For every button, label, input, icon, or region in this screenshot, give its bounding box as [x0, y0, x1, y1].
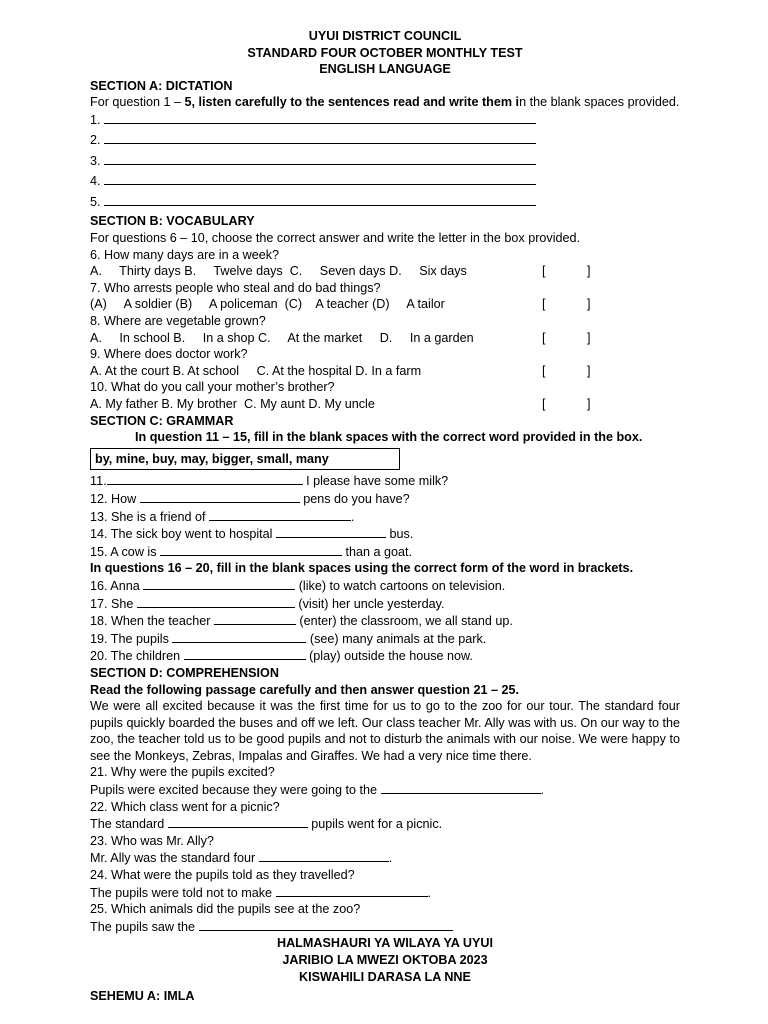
- question-text: 19. The pupils: [90, 631, 169, 646]
- item-number: 2.: [90, 133, 101, 148]
- answer-blank[interactable]: [276, 525, 386, 538]
- question-7: 7. Who arrests people who steal and do bad things?: [90, 280, 381, 295]
- instr-post: n the blank spaces provided.: [519, 95, 680, 110]
- answer-blank[interactable]: [160, 543, 342, 556]
- question-16: [90, 577, 680, 595]
- question-text: 16. Anna: [90, 578, 140, 593]
- answer-text: The pupils were told not to make: [90, 885, 273, 900]
- question-text: (visit) her uncle yesterday.: [298, 596, 445, 611]
- question-19: [90, 630, 680, 648]
- answer-text: Pupils were excited because they were going to the: [90, 783, 378, 798]
- comprehension-passage: We were all excited because it was the first time for us to go to the zoo for our tour. The standard four pupils quickly boarded the buses and off we left. Our class teacher Mr. Ally was with us. On our way to the zoo, the teacher told us to be good pupils and not to disturb the animals with our noise. We were happy to see the Monkeys, Zebras, Impalas and Giraffes. We had a very nice time there.: [90, 699, 680, 763]
- question-22: 22. Which class went for a picnic?: [90, 799, 280, 814]
- options-text: A. At the court B. At school C. At the hospital D. In a farm: [90, 363, 422, 378]
- question-11: [90, 472, 680, 490]
- question-6: 6. How many days are in a week?: [90, 247, 279, 262]
- section-b-title: SECTION B: VOCABULARY: [90, 214, 255, 229]
- question-text: than a goat.: [345, 544, 413, 559]
- question-10-options: [90, 396, 680, 413]
- question-text: 14. The sick boy went to hospital: [90, 527, 273, 542]
- answer-text: .: [388, 851, 393, 866]
- test-title: STANDARD FOUR OCTOBER MONTHLY TEST: [247, 45, 523, 60]
- question-15: [90, 543, 680, 561]
- answer-text: pupils went for a picnic.: [311, 817, 443, 832]
- answer-box-open[interactable]: [: [542, 330, 546, 345]
- options-text: (A) A soldier (B) A policeman (C) A teacher (D) A tailor: [90, 297, 445, 312]
- answer-21: [90, 781, 680, 799]
- question-18: [90, 612, 680, 630]
- question-21: 21. Why were the pupils excited?: [90, 765, 275, 780]
- section-c-instruction: In question 11 – 15, fill in the blank spaces with the correct word provided in the box.: [135, 430, 643, 445]
- swahili-test-title: JARIBIO LA MWEZI OKTOBA 2023: [282, 953, 488, 967]
- answer-blank[interactable]: [168, 815, 308, 828]
- answer-box-close[interactable]: ]: [587, 297, 591, 312]
- question-6-options: [90, 263, 680, 280]
- section-c-title: SECTION C: GRAMMAR: [90, 413, 234, 428]
- question-7-options: [90, 296, 680, 313]
- question-20: [90, 647, 680, 665]
- council-title: UYUI DISTRICT COUNCIL: [308, 29, 462, 43]
- answer-blank[interactable]: [209, 508, 351, 521]
- item-number: 5.: [90, 194, 101, 209]
- answer-text: The standard: [90, 817, 165, 832]
- answer-24: [90, 884, 680, 902]
- answer-blank[interactable]: [172, 630, 306, 643]
- dictation-line-5: [90, 193, 680, 214]
- question-10: 10. What do you call your mother’s brother?: [90, 380, 335, 395]
- options-text: A. Thirty days B. Twelve days C. Seven days D. Six days: [90, 264, 467, 279]
- answer-text: The pupils saw the: [90, 919, 196, 934]
- question-text: bus.: [389, 527, 414, 542]
- answer-text: .: [540, 783, 545, 798]
- dictation-line-2: [90, 131, 680, 152]
- section-c-instruction-2: In questions 16 – 20, fill in the blank spaces using the correct form of the word in brackets.: [90, 561, 634, 576]
- answer-blank[interactable]: [104, 111, 536, 124]
- question-12: [90, 490, 680, 508]
- question-8-options: [90, 330, 680, 347]
- answer-blank[interactable]: [199, 918, 453, 931]
- dictation-line-3: [90, 152, 680, 173]
- question-text: 13. She is a friend of: [90, 509, 206, 524]
- section-d-title: SECTION D: COMPREHENSION: [90, 665, 279, 680]
- section-d-instruction: Read the following passage carefully and then answer question 21 – 25.: [90, 682, 520, 697]
- options-text: A. In school B. In a shop C. At the market D. In a garden: [90, 330, 474, 345]
- answer-text: Mr. Ally was the standard four: [90, 851, 256, 866]
- question-text: I please have some milk?: [306, 474, 449, 489]
- question-9: 9. Where does doctor work?: [90, 347, 248, 362]
- question-text: 17. She: [90, 596, 134, 611]
- answer-text: .: [427, 885, 432, 900]
- answer-blank[interactable]: [381, 781, 541, 794]
- answer-blank[interactable]: [140, 490, 300, 503]
- section-b-instruction: For questions 6 – 10, choose the correct answer and write the letter in the box provided.: [90, 231, 581, 246]
- section-a-title: SECTION A: DICTATION: [90, 78, 233, 93]
- question-text: .: [351, 509, 355, 524]
- swahili-council-title: HALMASHAURI YA WILAYA YA UYUI: [276, 936, 493, 951]
- options-text: A. My father B. My brother C. My aunt D. My uncle: [90, 397, 375, 411]
- answer-blank[interactable]: [184, 647, 306, 660]
- answer-blank[interactable]: [104, 172, 536, 185]
- dictation-line-1: [90, 111, 680, 132]
- item-number: 11.: [90, 474, 107, 489]
- answer-blank[interactable]: [107, 472, 303, 485]
- answer-box-close[interactable]: ]: [587, 330, 591, 345]
- answer-box-open[interactable]: [: [542, 397, 546, 411]
- item-number: 4.: [90, 174, 101, 189]
- answer-box-open[interactable]: [: [542, 297, 546, 312]
- answer-22: [90, 815, 680, 833]
- question-14: [90, 525, 680, 543]
- swahili-subject-title: KISWAHILI DARASA LA NNE: [299, 969, 471, 984]
- question-9-options: [90, 363, 680, 380]
- answer-box-close[interactable]: ]: [587, 264, 591, 279]
- question-text: (enter) the classroom, we all stand up.: [299, 614, 513, 629]
- answer-blank[interactable]: [104, 193, 536, 206]
- answer-blank[interactable]: [137, 595, 295, 608]
- section-a-instruction: [90, 94, 680, 111]
- question-8: 8. Where are vegetable grown?: [90, 314, 266, 329]
- subject-title: ENGLISH LANGUAGE: [319, 62, 451, 77]
- question-13: [90, 508, 680, 526]
- answer-blank[interactable]: [143, 577, 295, 590]
- question-text: (like) to watch cartoons on television.: [298, 578, 506, 593]
- question-23: 23. Who was Mr. Ally?: [90, 833, 214, 848]
- answer-box-close[interactable]: ]: [587, 397, 591, 411]
- answer-blank[interactable]: [104, 131, 536, 144]
- answer-box-open[interactable]: [: [542, 363, 546, 378]
- question-text: pens do you have?: [303, 491, 410, 506]
- swahili-section-a-title: SEHEMU A: IMLA: [90, 989, 195, 1004]
- answer-blank[interactable]: [259, 849, 389, 862]
- item-number: 3.: [90, 153, 101, 168]
- dictation-line-4: [90, 172, 680, 193]
- question-17: [90, 595, 680, 613]
- answer-blank[interactable]: [276, 884, 428, 897]
- question-text: 12. How: [90, 491, 137, 506]
- question-text: (see) many animals at the park.: [309, 631, 487, 646]
- answer-box-close[interactable]: ]: [587, 363, 591, 378]
- answer-25: [90, 918, 680, 936]
- answer-box-open[interactable]: [: [542, 264, 546, 279]
- answer-23: [90, 849, 680, 867]
- question-text: (play) outside the house now.: [309, 649, 473, 664]
- instr-pre: For question 1 –: [90, 95, 185, 110]
- instr-bold: 5, listen carefully to the sentences read and write them i: [184, 95, 520, 110]
- question-24: 24. What were the pupils told as they travelled?: [90, 868, 355, 883]
- question-text: 15. A cow is: [90, 544, 157, 559]
- question-text: 20. The children: [90, 649, 181, 664]
- question-25: 25. Which animals did the pupils see at the zoo?: [90, 902, 361, 917]
- item-number: 1.: [90, 112, 101, 127]
- answer-blank[interactable]: [214, 612, 296, 625]
- word-box: by, mine, buy, may, bigger, small, many: [90, 448, 400, 471]
- answer-blank[interactable]: [104, 152, 536, 165]
- exam-page: [90, 28, 680, 1005]
- question-text: 18. When the teacher: [90, 614, 211, 629]
